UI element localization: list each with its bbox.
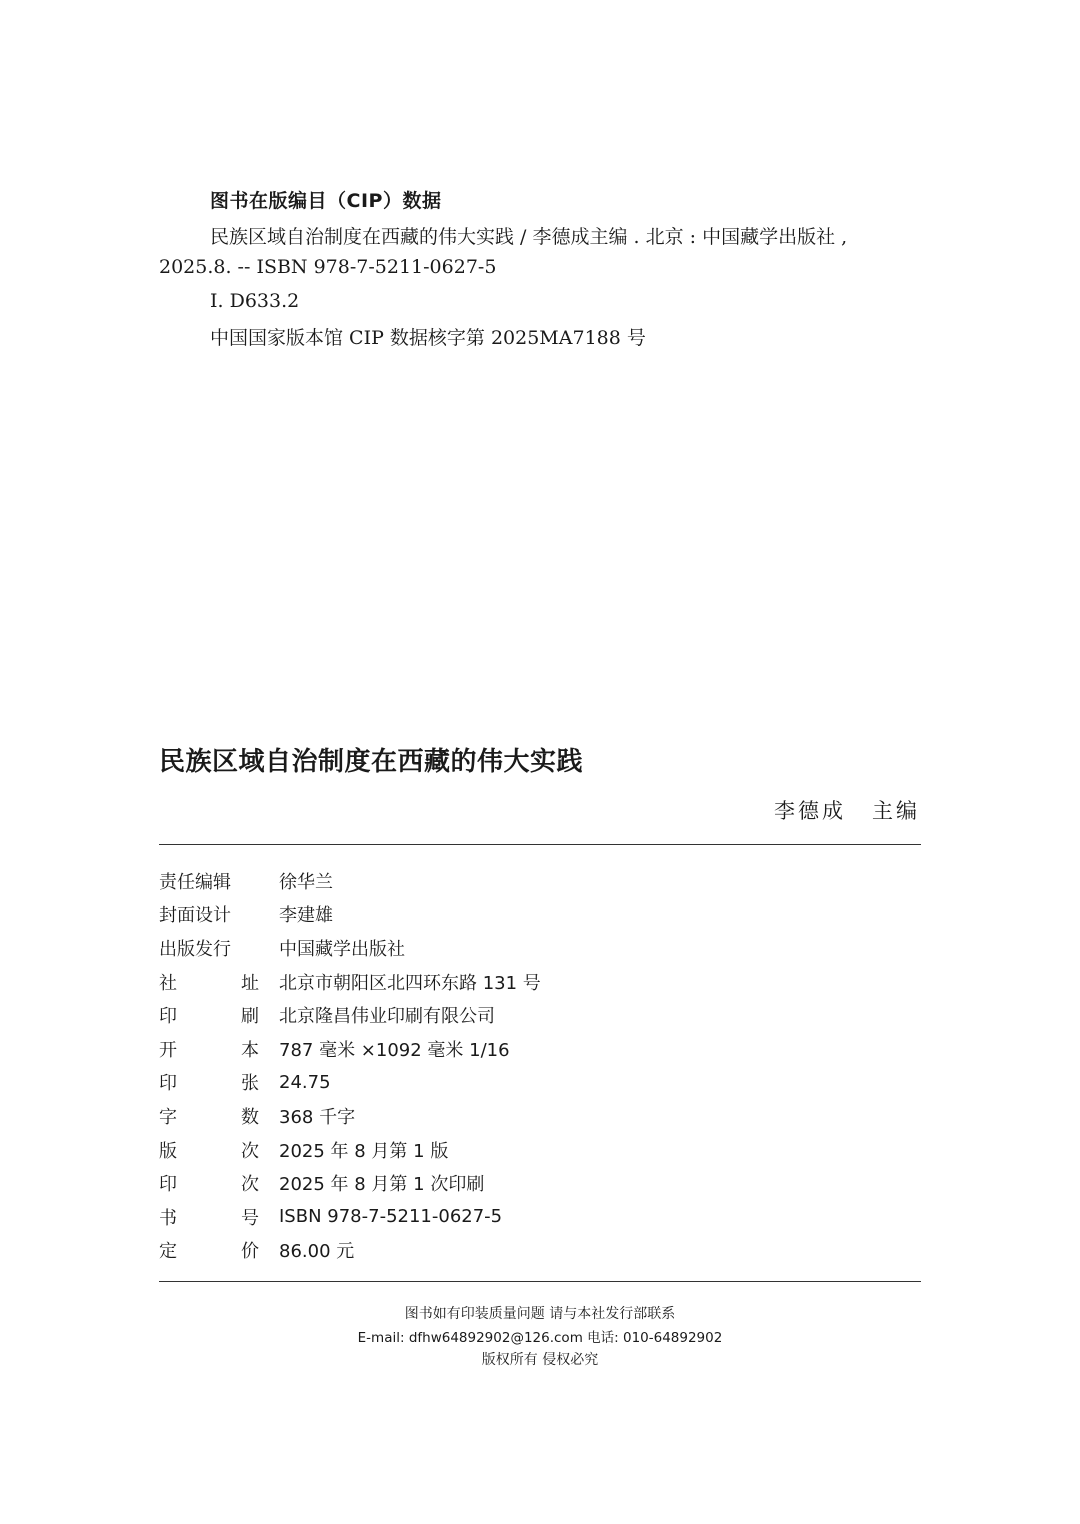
cip-line-classification: Ⅰ. D633.2 (210, 290, 300, 312)
footer-copyright: 版权所有 侵权必究 (481, 1352, 599, 1368)
info-label: 印 (159, 1073, 177, 1095)
footer-contact: E-mail: dfhw64892902@126.com 电话: 010-64892902 (357, 1330, 723, 1346)
info-row-sheets (159, 1066, 541, 1100)
info-label-b: 次 (241, 1140, 259, 1162)
editor-role: 主编 (872, 799, 920, 823)
info-value: 2025 年 8 月第 1 版 (279, 1140, 449, 1162)
info-label-b: 价 (241, 1241, 259, 1263)
info-label: 版 (159, 1140, 177, 1162)
info-row-address (159, 965, 541, 999)
info-label-b: 数 (241, 1106, 259, 1128)
info-label: 开 (159, 1039, 177, 1061)
info-label: 印 (159, 1174, 177, 1196)
info-value: 北京隆昌伟业印刷有限公司 (279, 1006, 495, 1028)
info-value: ISBN 978-7-5211-0627-5 (279, 1206, 503, 1228)
info-label-b: 号 (241, 1207, 259, 1229)
info-value: 86.00 元 (279, 1241, 355, 1263)
cip-line-record-number: 中国国家版本馆 CIP 数据核字第 2025MA7188 号 (210, 327, 646, 349)
info-row-cover-design (159, 898, 541, 932)
info-row-printing (159, 1166, 541, 1200)
info-row-word-count (159, 1099, 541, 1133)
info-label: 社 (159, 972, 177, 994)
cip-line-title: 民族区域自治制度在西藏的伟大实践 / 李德成主编 . 北京 : 中国藏学出版社 , (210, 226, 848, 248)
book-title: 民族区域自治制度在西藏的伟大实践 (159, 747, 584, 777)
info-label: 书 (159, 1207, 177, 1229)
publication-info-table (159, 864, 541, 1267)
info-row-isbn (159, 1200, 541, 1234)
info-label: 责任编辑 (159, 871, 231, 893)
editor-line (774, 795, 920, 825)
info-value: 368 千字 (279, 1106, 356, 1128)
editor-name: 李德成 (774, 799, 846, 823)
footer-quality-notice: 图书如有印装质量问题 请与本社发行部联系 (404, 1306, 676, 1322)
info-label: 印 (159, 1006, 177, 1028)
info-value: 徐华兰 (279, 871, 333, 893)
info-row-edition (159, 1133, 541, 1167)
cip-heading: 图书在版编目（CIP）数据 (210, 190, 442, 212)
info-value: 24.75 (279, 1071, 331, 1093)
info-label: 出版发行 (159, 938, 231, 960)
info-value: 北京市朝阳区北四环东路 131 号 (279, 972, 541, 994)
info-row-printer (159, 998, 541, 1032)
info-label: 定 (159, 1241, 177, 1263)
info-value: 李建雄 (279, 905, 333, 927)
info-row-publisher (159, 931, 541, 965)
divider-bottom (159, 1281, 921, 1282)
info-value: 2025 年 8 月第 1 次印刷 (279, 1174, 485, 1196)
info-label-b: 次 (241, 1174, 259, 1196)
info-row-responsible-editor (159, 864, 541, 898)
info-value: 中国藏学出版社 (279, 938, 405, 960)
cip-line-isbn: 2025.8. -- ISBN 978-7-5211-0627-5 (159, 256, 497, 278)
info-label-b: 本 (241, 1039, 259, 1061)
info-label-b: 张 (241, 1073, 259, 1095)
info-label: 封面设计 (159, 905, 231, 927)
info-label: 字 (159, 1106, 177, 1128)
divider-top (159, 844, 921, 845)
info-value: 787 毫米 ×1092 毫米 1/16 (279, 1039, 510, 1061)
info-label-b: 刷 (241, 1006, 259, 1028)
info-row-format (159, 1032, 541, 1066)
info-label-b: 址 (241, 972, 259, 994)
info-row-price (159, 1234, 541, 1268)
